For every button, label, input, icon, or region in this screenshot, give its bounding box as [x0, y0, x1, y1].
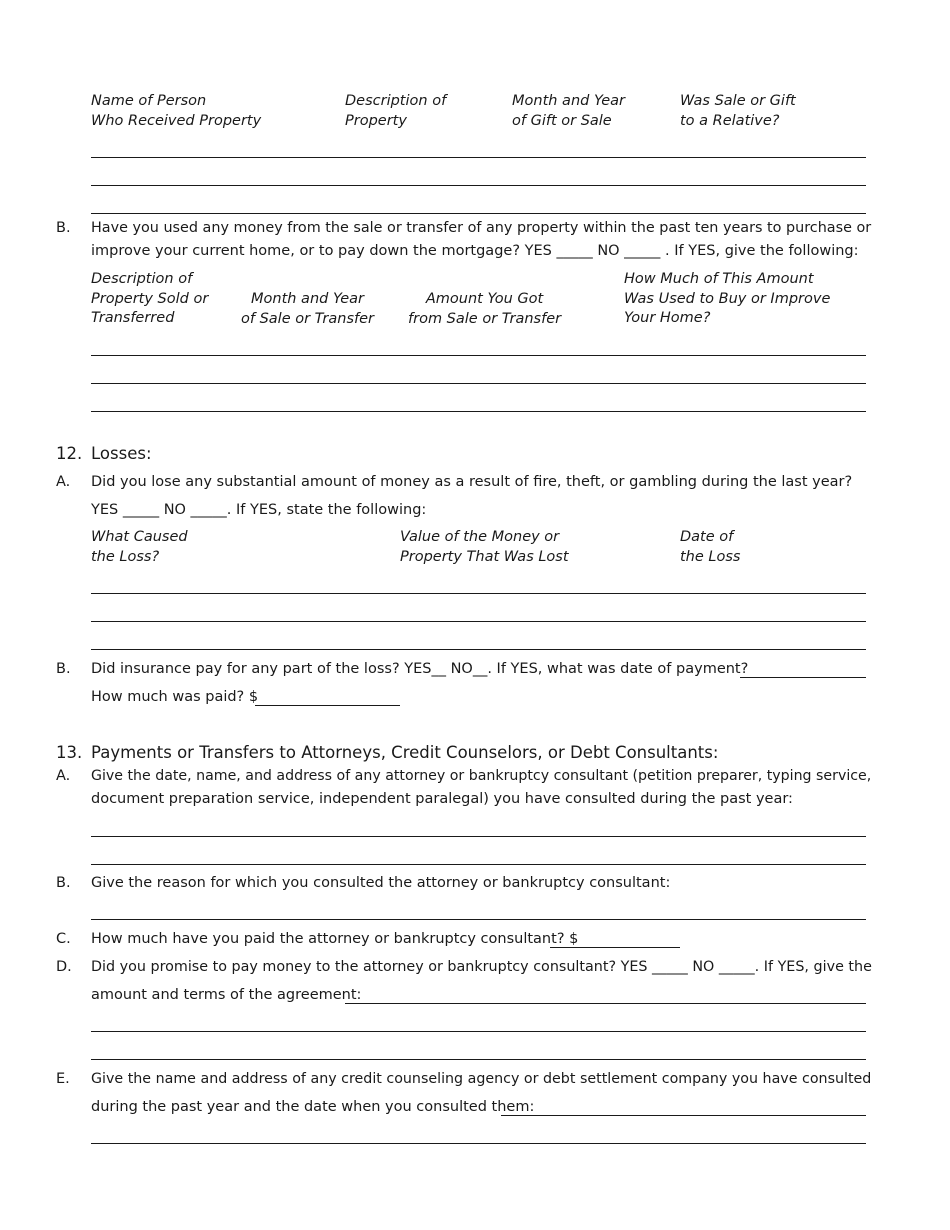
question-text: How much have you paid the attorney or bankruptcy consultant? $ [91, 931, 579, 947]
question-text: during the past year and the date when you consulted them: [91, 1099, 535, 1115]
section-number-12: 12. [56, 444, 83, 463]
answer-line[interactable] [91, 185, 866, 186]
amount-paid-field[interactable] [550, 947, 680, 948]
answer-line[interactable] [91, 649, 866, 650]
item-letter-e: E. [56, 1071, 70, 1087]
col-header-value-lost: Value of the Money or Property That Was Lost [400, 529, 569, 565]
col-header-month-year-sale-transfer: Month and Year of Sale or Transfer [241, 291, 374, 327]
col-header-amount-used-home: How Much of This Amount Was Used to Buy or Improve Your Home? [624, 271, 831, 326]
answer-line[interactable] [91, 411, 866, 412]
question-text: Did you lose any substantial amount of money as a result of fire, theft, or gambling during the last year? [91, 474, 853, 490]
answer-line[interactable] [91, 864, 866, 865]
amount-paid-field[interactable] [255, 705, 400, 706]
item-letter-d: D. [56, 959, 72, 975]
section-number-13: 13. [56, 743, 83, 762]
answer-line[interactable] [91, 157, 866, 158]
question-text: YES _____ NO _____. If YES, state the following: [91, 502, 427, 518]
answer-line[interactable] [91, 1031, 866, 1032]
question-text: Did you promise to pay money to the attorney or bankruptcy consultant? YES _____ NO _____. If YES, give the [91, 959, 872, 975]
answer-line[interactable] [91, 919, 866, 920]
question-text: Did insurance pay for any part of the loss? YES__ NO__. If YES, what was date of payment? [91, 661, 749, 677]
answer-line[interactable] [91, 836, 866, 837]
col-header-name-of-person: Name of Person Who Received Property [91, 93, 262, 129]
answer-line[interactable] [91, 1059, 866, 1060]
answer-line[interactable] [91, 1143, 866, 1144]
col-header-amount-got: Amount You Got from Sale or Transfer [408, 291, 562, 327]
item-letter-b: B. [56, 220, 71, 236]
answer-line[interactable] [91, 621, 866, 622]
section-title-losses: Losses: [91, 444, 152, 463]
payment-date-field[interactable] [740, 677, 866, 678]
answer-line[interactable] [91, 355, 866, 356]
item-letter-a: A. [56, 474, 71, 490]
question-text: amount and terms of the agreement: [91, 987, 362, 1003]
item-letter-b: B. [56, 661, 71, 677]
answer-line[interactable] [91, 593, 866, 594]
item-letter-b: B. [56, 875, 71, 891]
question-text: document preparation service, independent paralegal) you have consulted during the past year: [91, 791, 793, 807]
item-letter-c: C. [56, 931, 71, 947]
col-header-month-year-gift-sale: Month and Year of Gift or Sale [512, 93, 625, 129]
answer-line[interactable] [91, 213, 866, 214]
agreement-terms-field[interactable] [345, 1003, 866, 1004]
question-text: Have you used any money from the sale or transfer of any property within the past ten years to purchase or [91, 220, 872, 236]
col-header-date-of-loss: Date of the Loss [680, 529, 741, 565]
question-text: Give the reason for which you consulted the attorney or bankruptcy consultant: [91, 875, 671, 891]
col-header-sale-gift-relative: Was Sale or Gift to a Relative? [680, 93, 796, 129]
col-header-description-property-sold: Description of Property Sold or Transferred [91, 271, 209, 326]
col-header-what-caused-loss: What Caused the Loss? [91, 529, 188, 565]
counseling-agency-field[interactable] [501, 1115, 866, 1116]
item-letter-a: A. [56, 768, 71, 784]
question-text: How much was paid? $ [91, 689, 259, 705]
question-text: Give the date, name, and address of any attorney or bankruptcy consultant (petition preparer, typing service, [91, 768, 872, 784]
question-text: Give the name and address of any credit counseling agency or debt settlement company you have consulted [91, 1071, 872, 1087]
question-text: improve your current home, or to pay down the mortgage? YES _____ NO _____ . If YES, give the following: [91, 243, 859, 259]
answer-line[interactable] [91, 383, 866, 384]
col-header-description-of-property: Description of Property [345, 93, 447, 129]
section-title-payments: Payments or Transfers to Attorneys, Credit Counselors, or Debt Consultants: [91, 743, 719, 762]
